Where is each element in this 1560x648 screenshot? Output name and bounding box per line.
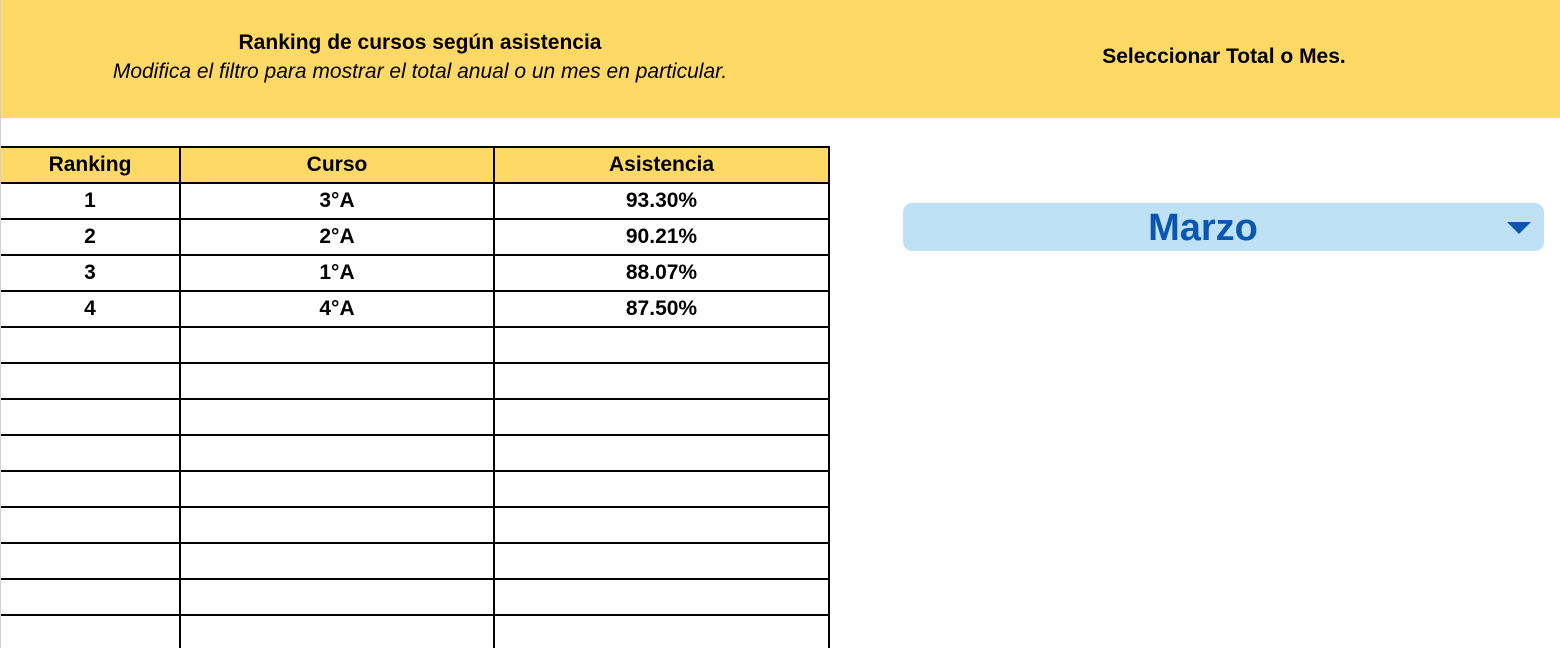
cell-asistencia[interactable] (494, 579, 829, 615)
table-row (1, 399, 829, 435)
column-header-ranking[interactable]: Ranking (1, 147, 180, 183)
table-row (1, 471, 829, 507)
table-row (1, 507, 829, 543)
header-band (1, 0, 1560, 118)
cell-ranking[interactable] (1, 435, 180, 471)
table-row (1, 363, 829, 399)
cell-ranking[interactable]: 4 (1, 291, 180, 327)
cell-asistencia[interactable] (494, 399, 829, 435)
cell-curso[interactable] (180, 435, 494, 471)
cell-asistencia[interactable] (494, 507, 829, 543)
cell-curso[interactable] (180, 615, 494, 648)
table-row (1, 291, 829, 327)
cell-curso[interactable] (180, 579, 494, 615)
cell-curso[interactable]: 3°A (180, 183, 494, 219)
cell-curso[interactable]: 2°A (180, 219, 494, 255)
cell-asistencia[interactable] (494, 327, 829, 363)
cell-ranking[interactable] (1, 615, 180, 648)
cell-ranking[interactable]: 1 (1, 183, 180, 219)
cell-ranking[interactable] (1, 471, 180, 507)
cell-ranking[interactable] (1, 363, 180, 399)
cell-curso[interactable] (180, 327, 494, 363)
month-filter-dropdown[interactable] (903, 203, 1544, 251)
table-row (1, 219, 829, 255)
cell-curso[interactable]: 1°A (180, 255, 494, 291)
table-row (1, 183, 829, 219)
cell-curso[interactable] (180, 471, 494, 507)
column-header-curso[interactable]: Curso (180, 147, 494, 183)
filter-label: Seleccionar Total o Mes. (1102, 45, 1346, 68)
chevron-down-icon[interactable] (1507, 222, 1531, 234)
table-header-row (1, 147, 829, 183)
table-row (1, 255, 829, 291)
cell-ranking[interactable] (1, 399, 180, 435)
cell-ranking[interactable]: 2 (1, 219, 180, 255)
page-title: Ranking de cursos según asistencia (238, 31, 602, 54)
cell-asistencia[interactable] (494, 543, 829, 579)
cell-curso[interactable]: 4°A (180, 291, 494, 327)
cell-ranking[interactable] (1, 579, 180, 615)
ranking-table (1, 146, 830, 648)
cell-asistencia[interactable] (494, 471, 829, 507)
table-row (1, 579, 829, 615)
cell-curso[interactable] (180, 399, 494, 435)
column-header-asistencia[interactable]: Asistencia (494, 147, 829, 183)
table-row (1, 327, 829, 363)
cell-asistencia[interactable]: 93.30% (494, 183, 829, 219)
cell-curso[interactable] (180, 507, 494, 543)
cell-asistencia[interactable] (494, 363, 829, 399)
table-row (1, 615, 829, 648)
cell-asistencia[interactable]: 87.50% (494, 291, 829, 327)
cell-asistencia[interactable] (494, 615, 829, 648)
table-row (1, 543, 829, 579)
cell-curso[interactable] (180, 363, 494, 399)
cell-ranking[interactable]: 3 (1, 255, 180, 291)
page-subtitle: Modifica el filtro para mostrar el total anual o un mes en particular. (112, 60, 728, 83)
cell-ranking[interactable] (1, 327, 180, 363)
cell-ranking[interactable] (1, 507, 180, 543)
cell-asistencia[interactable]: 90.21% (494, 219, 829, 255)
cell-ranking[interactable] (1, 543, 180, 579)
month-filter-value: Marzo (1148, 207, 1258, 249)
cell-curso[interactable] (180, 543, 494, 579)
table-row (1, 435, 829, 471)
cell-asistencia[interactable] (494, 435, 829, 471)
cell-asistencia[interactable]: 88.07% (494, 255, 829, 291)
